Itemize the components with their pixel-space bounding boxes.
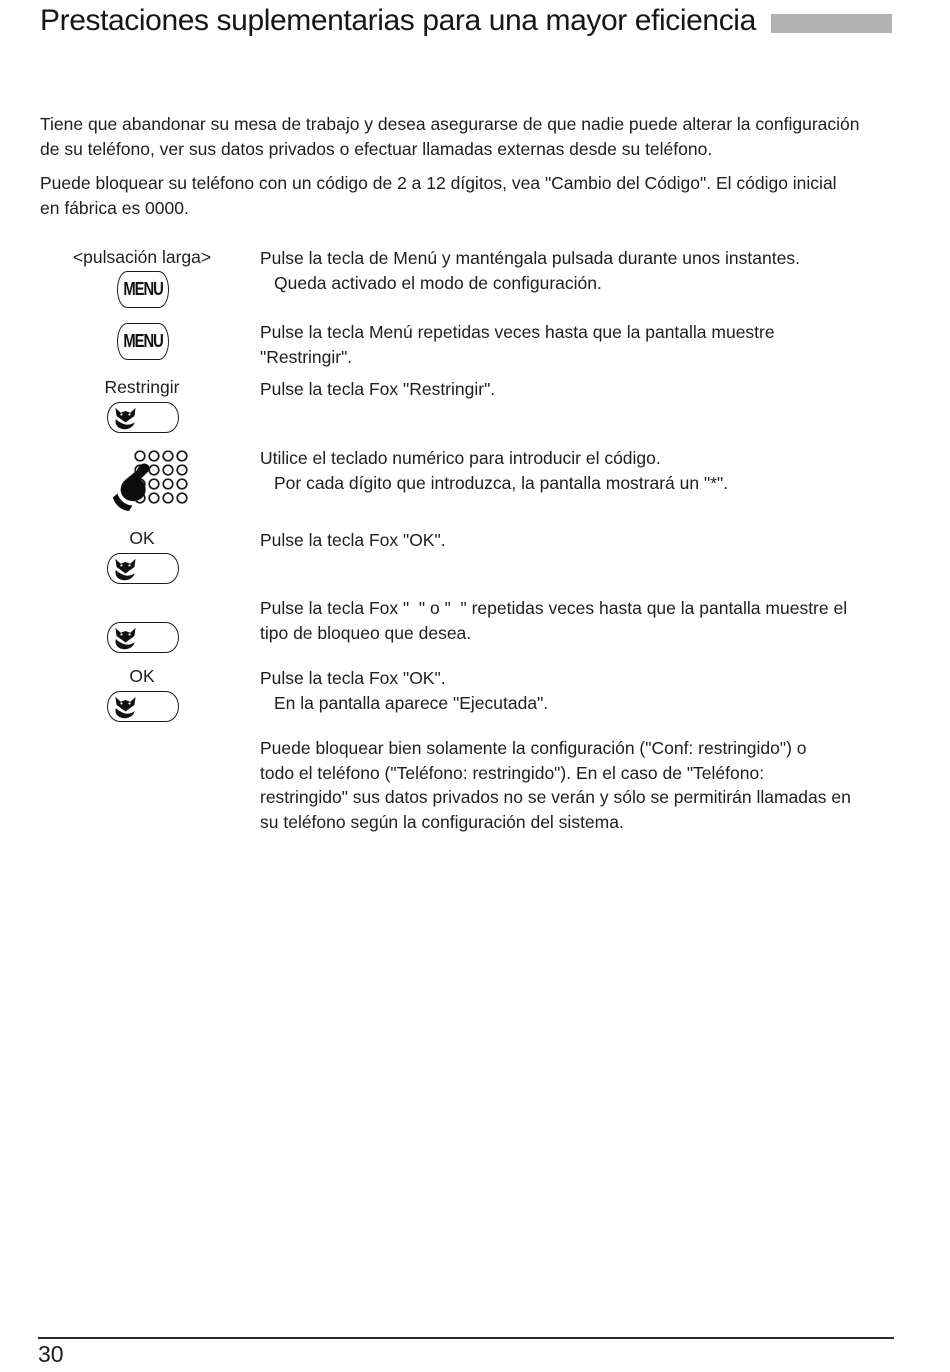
text-line: restringido" sus datos privados no se verán y sólo se permitirán llamadas en [260, 787, 851, 807]
footer-rule [38, 1337, 894, 1339]
page-title: Prestaciones suplementarias para una mayor eficiencia [40, 4, 756, 37]
step-row-6 [0, 596, 950, 658]
step-instruction: Pulse la tecla Fox "OK". [260, 530, 446, 550]
text-line: su teléfono según la configuración del sistema. [260, 811, 624, 832]
menu-key-text: MENU [123, 331, 163, 351]
title-accent-bar [771, 14, 892, 33]
step-instruction: Pulse la tecla de Menú y manténgala pulsada durante unos instantes. [260, 248, 800, 268]
fox-key-icon [107, 553, 179, 584]
fox-key-icon [107, 402, 179, 433]
step-row-2 [0, 320, 950, 380]
menu-key-icon [117, 323, 169, 360]
step-row-3 [0, 377, 950, 435]
step-instruction: Pulse la tecla Fox " " o " " repetidas veces hasta que la pantalla muestre el [260, 598, 848, 618]
step-instruction: Pulse la tecla Fox "OK". [260, 668, 446, 688]
step-row-4 [0, 446, 950, 526]
step-row-5 [0, 528, 950, 586]
text-line: Puede bloquear bien solamente la configuración ("Conf: restringido") o [260, 738, 807, 758]
text-line: de su teléfono, ver sus datos privados o efectuar llamadas externas desde su teléfono. [40, 139, 713, 159]
step-result: Por cada dígito que introduzca, la pantalla mostrará un "*". [274, 473, 729, 493]
fox-key-icon [107, 622, 179, 653]
step-row-7 [0, 666, 950, 726]
fox-key-icon [107, 691, 179, 722]
menu-key-text: MENU [123, 279, 163, 299]
intro-paragraph-1 [40, 112, 860, 162]
text-line: en fábrica es 0000. [40, 198, 189, 218]
step-instruction: "Restringir". [260, 347, 353, 367]
fox-icon [113, 625, 138, 650]
fox-icon [113, 556, 138, 581]
step-result: En la pantalla aparece "Ejecutada". [274, 693, 549, 713]
step-instruction: Pulse la tecla Menú repetidas veces hasta que la pantalla muestre [260, 322, 775, 342]
intro-paragraph-2 [40, 171, 837, 221]
step-instruction: Pulse la tecla Fox "Restringir". [260, 379, 496, 399]
note-paragraph [260, 736, 851, 834]
fox-icon [113, 405, 138, 430]
step-result: Queda activado el modo de configuración. [274, 273, 602, 293]
key-label-ok: OK [129, 666, 155, 686]
step-row-1 [0, 246, 950, 320]
text-line: todo el teléfono ("Teléfono: restringido"). En el caso de "Teléfono: [260, 762, 765, 783]
key-label-ok: OK [129, 528, 155, 548]
fox-icon [113, 694, 138, 719]
step-instruction: Utilice el teclado numérico para introducir el código. [260, 448, 661, 468]
page-number: 30 [38, 1341, 64, 1367]
menu-key-icon [117, 271, 169, 308]
key-label-pulsacion-larga: <pulsación larga> [72, 247, 212, 267]
step-instruction: tipo de bloqueo que desea. [260, 623, 472, 643]
text-line: Tiene que abandonar su mesa de trabajo y desea asegurarse de que nadie puede alterar la configuración [40, 114, 860, 134]
key-label-restringir: Restringir [104, 377, 180, 397]
text-line: Puede bloquear su teléfono con un código de 2 a 12 dígitos, vea "Cambio del Código". El código inicial [40, 173, 837, 193]
keypad-hand-icon [110, 449, 190, 513]
